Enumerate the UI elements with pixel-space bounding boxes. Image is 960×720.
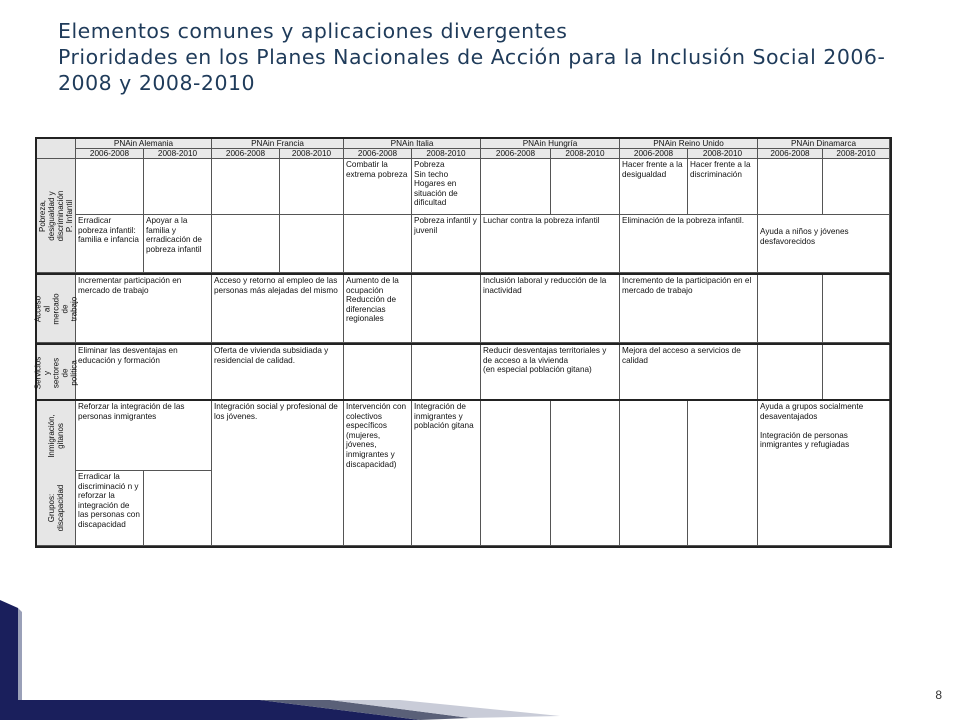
table-cell: Luchar contra la pobreza infantil: [481, 215, 620, 273]
year-header: 2006-2008: [76, 149, 144, 159]
table-cell: [280, 159, 344, 215]
row-label-inmigracion: Inmigración, gitanos: [37, 401, 76, 471]
table-cell: Erradicar la discriminació n y reforzar la integración de las personas con discapacidad: [76, 471, 144, 546]
year-header: 2006-2008: [344, 149, 412, 159]
table-cell: [823, 275, 890, 343]
row-label-discapacidad: Grupos: discapacidad: [37, 471, 76, 546]
year-header: 2008-2010: [412, 149, 481, 159]
year-header: 2006-2008: [212, 149, 280, 159]
table-cell: [758, 275, 823, 343]
title-line-3: 2008 y 2008-2010: [58, 71, 256, 95]
country-header: PNAin Alemania: [76, 139, 212, 149]
row-separator: [37, 343, 890, 345]
table-cell: Mejora del acceso a servicios de calidad: [620, 345, 758, 401]
year-header: 2008-2010: [823, 149, 890, 159]
table-cell: Pobreza infantil y juvenil: [412, 215, 481, 273]
table-cell: [412, 275, 481, 343]
table-cell: Apoyar a la familia y erradicación de pobreza infantil: [144, 215, 212, 273]
table-cell: [144, 471, 212, 546]
row-label-pobreza: Pobreza, desigualdad y discriminación P. Infantil: [37, 159, 76, 273]
country-header: PNAin Dinamarca: [758, 139, 890, 149]
table-cell: [144, 159, 212, 215]
table-cell: [758, 345, 823, 401]
table-cell: [551, 159, 620, 215]
corner-cell: [37, 139, 76, 159]
year-header: 2008-2010: [144, 149, 212, 159]
table-cell: Integración de inmigrantes y población gitana: [412, 401, 481, 546]
table-cell: Aumento de la ocupación Reducción de diferencias regionales: [344, 275, 412, 343]
table-cell: [823, 345, 890, 401]
table-cell: [551, 401, 620, 546]
table-cell: [344, 345, 412, 401]
table-cell: Inclusión laboral y reducción de la inactividad: [481, 275, 620, 343]
table-cell: [620, 401, 688, 546]
table-cell: Incremento de la participación en el mercado de trabajo: [620, 275, 758, 343]
table-cell: Incrementar participación en mercado de trabajo: [76, 275, 212, 343]
title-line-2: Prioridades en los Planes Nacionales de Acción para la Inclusión Social 2006-: [58, 45, 886, 69]
table-cell: Hacer frente a la discriminación: [688, 159, 758, 215]
country-header: PNAin Hungría: [481, 139, 620, 149]
table-cell: [344, 215, 412, 273]
table-cell: Integración social y profesional de los jóvenes.: [212, 401, 344, 546]
table-cell: [481, 401, 551, 546]
table-cell: Oferta de vivienda subsidiada y residencial de calidad.: [212, 345, 344, 401]
year-header: 2008-2010: [280, 149, 344, 159]
year-header: 2006-2008: [758, 149, 823, 159]
table-cell: [212, 159, 280, 215]
table-cell: [76, 159, 144, 215]
slide-title: [58, 18, 938, 96]
table-cell: [688, 401, 758, 546]
country-header: PNAin Francia: [212, 139, 344, 149]
table-cell: [823, 159, 890, 215]
table-cell: Eliminar las desventajas en educación y formación: [76, 345, 212, 401]
table-cell: Erradicar pobreza infantil: familia e infancia: [76, 215, 144, 273]
year-header: 2006-2008: [620, 149, 688, 159]
table-cell: Eliminación de la pobreza infantil.: [620, 215, 758, 273]
table-cell: Pobreza Sin techo Hogares en situación de dificultad: [412, 159, 481, 215]
table-cell: Ayuda a grupos socialmente desaventajados Integración de personas inmigrantes y refugiadas: [758, 401, 890, 546]
year-header: 2006-2008: [481, 149, 551, 159]
row-separator: [37, 273, 890, 275]
table-cell: [758, 159, 823, 215]
country-header: PNAin Italia: [344, 139, 481, 149]
table-cell: Intervención con colectivos específicos (mujeres, jóvenes, inmigrantes y discapacidad): [344, 401, 412, 546]
year-header: 2008-2010: [688, 149, 758, 159]
slide-decoration: [0, 560, 960, 720]
table-cell: Reducir desventajas territoriales y de acceso a la vivienda (en especial población gitana): [481, 345, 620, 401]
row-separator: [37, 399, 890, 401]
table-cell: [412, 345, 481, 401]
priorities-table: [35, 137, 892, 548]
row-label-servicios: Servicios y sectores de política: [37, 345, 76, 401]
country-header: PNAin Reino Unido: [620, 139, 758, 149]
table-cell: Reforzar la integración de las personas inmigrantes: [76, 401, 212, 471]
title-line-1: Elementos comunes y aplicaciones divergentes: [58, 19, 568, 43]
table-cell: [212, 215, 280, 273]
table-cell: Hacer frente a la desigualdad: [620, 159, 688, 215]
row-label-acceso: Acceso al mercado de trabajo: [37, 275, 76, 343]
table-cell: Acceso y retorno al empleo de las personas más alejadas del mismo: [212, 275, 344, 343]
table-cell: Ayuda a niños y jóvenes desfavorecidos: [758, 215, 890, 273]
page-number: 8: [935, 688, 942, 702]
table-cell: [280, 215, 344, 273]
table-cell: [481, 159, 551, 215]
year-header: 2008-2010: [551, 149, 620, 159]
table-cell: Combatir la extrema pobreza: [344, 159, 412, 215]
